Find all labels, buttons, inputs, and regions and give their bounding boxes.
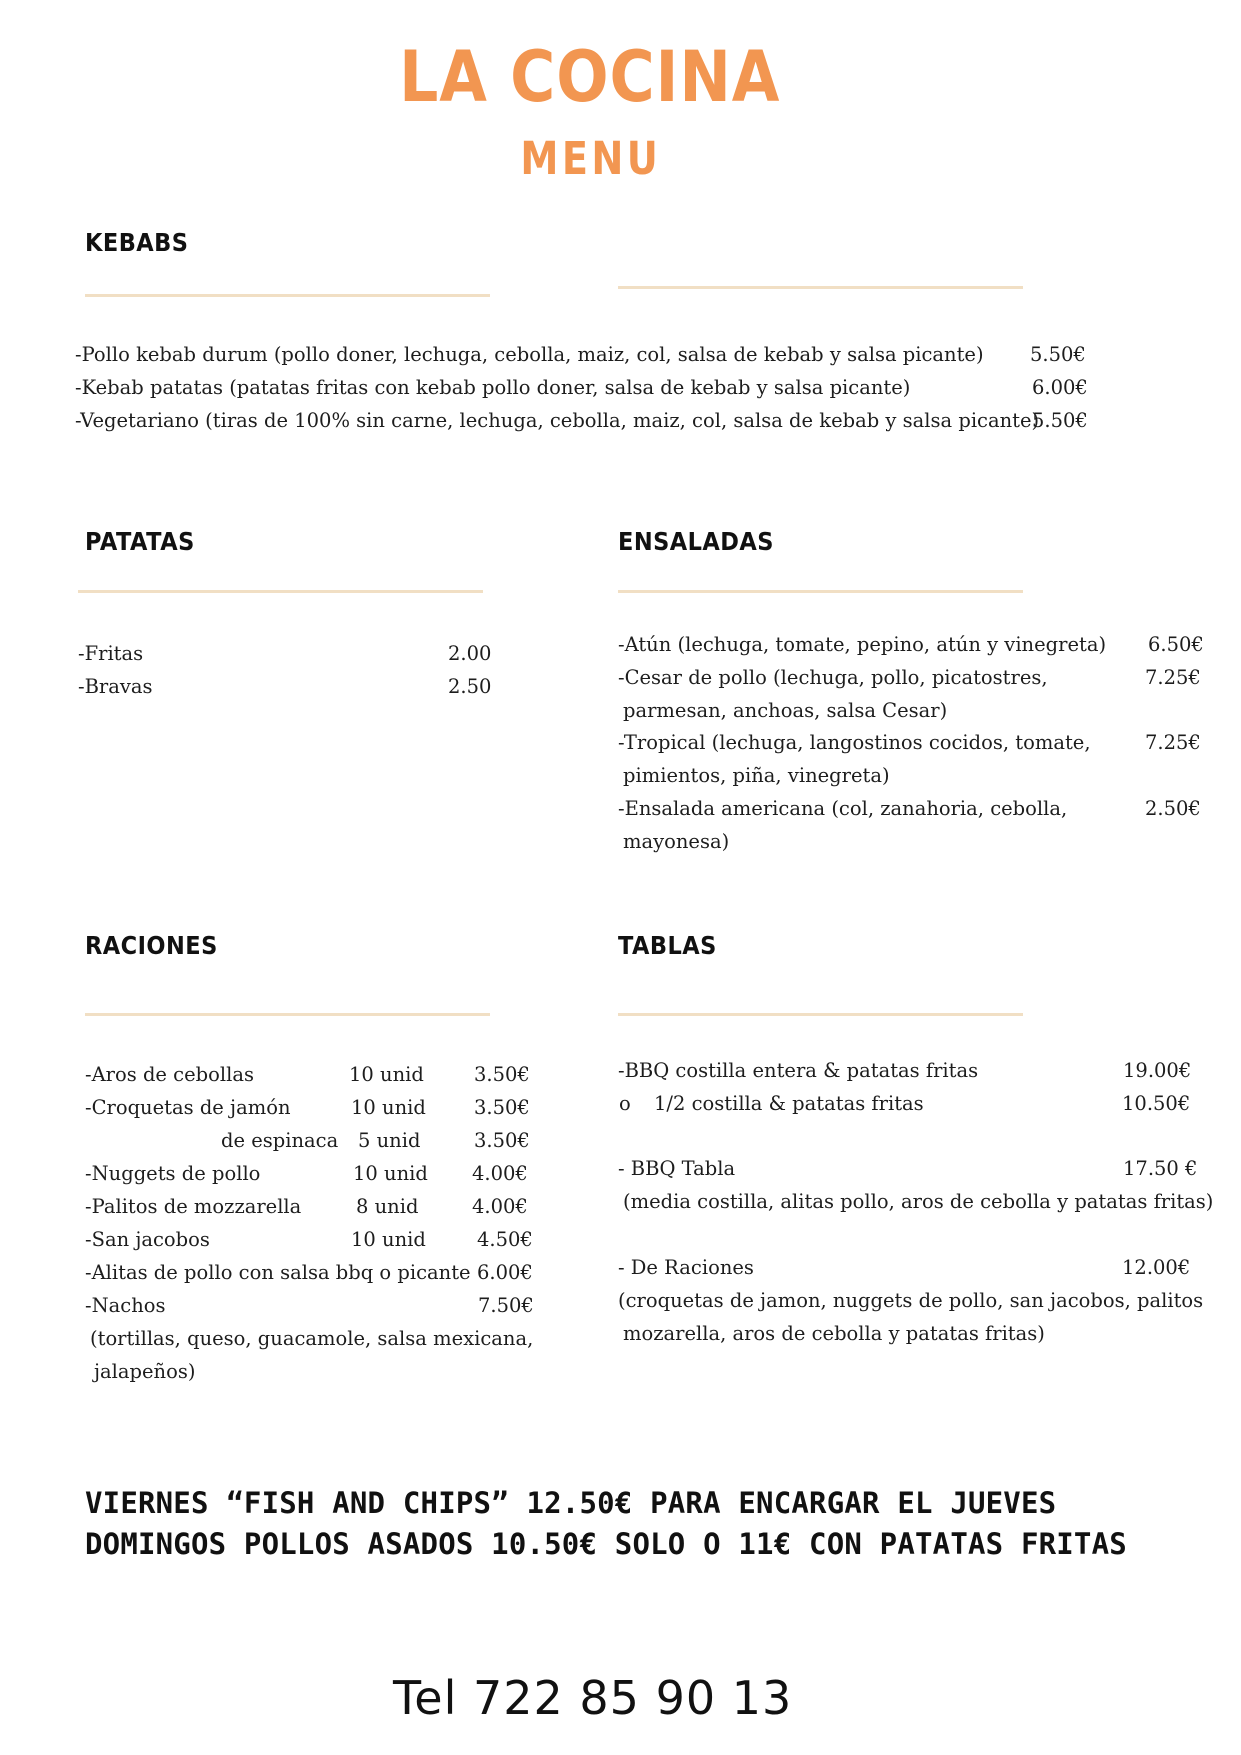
menu-item-name: -Croquetas de jamón bbox=[85, 1096, 291, 1119]
menu-item-price: 19.00€ bbox=[1123, 1059, 1192, 1082]
menu-item-description: (media costilla, alitas pollo, aros de cebolla y patatas fritas) bbox=[623, 1190, 1214, 1213]
menu-item-price: 6.50€ bbox=[1148, 633, 1204, 656]
menu-item-quantity: 10 unid bbox=[351, 1096, 426, 1119]
menu-item-name: -Fritas bbox=[78, 642, 144, 665]
menu-item-quantity: 10 unid bbox=[353, 1162, 428, 1185]
menu-item-price: 12.00€ bbox=[1122, 1256, 1191, 1279]
menu-item-quantity: 10 unid bbox=[349, 1063, 424, 1086]
menu-item-name: -Aros de cebollas bbox=[85, 1063, 254, 1086]
promo-friday: VIERNES “FISH AND CHIPS” 12.50€ PARA ENCARGAR EL JUEVES bbox=[85, 1486, 1057, 1520]
menu-item-name: -Nachos bbox=[85, 1294, 166, 1317]
divider-ensaladas bbox=[618, 590, 1023, 593]
menu-item-price: 3.50€ bbox=[474, 1129, 530, 1152]
menu-item-description: pimientos, piña, vinegreta) bbox=[623, 764, 890, 787]
menu-item-name: -Vegetariano (tiras de 100% sin carne, lechuga, cebolla, maiz, col, salsa de kebab y salsa picante) bbox=[75, 409, 1040, 432]
menu-item-price: 7.50€ bbox=[478, 1294, 534, 1317]
menu-item-description: (croquetas de jamon, nuggets de pollo, san jacobos, palitos bbox=[618, 1289, 1204, 1312]
menu-item-quantity: 8 unid bbox=[356, 1195, 419, 1218]
menu-item-price: 4.50€ bbox=[477, 1228, 533, 1251]
divider-tablas bbox=[618, 1013, 1023, 1016]
menu-item-name: -Nuggets de pollo bbox=[85, 1162, 261, 1185]
menu-item-price: 2.50€ bbox=[1145, 797, 1201, 820]
menu-item-price: 6.00€ bbox=[477, 1261, 533, 1284]
menu-item-name: -San jacobos bbox=[85, 1228, 210, 1251]
menu-item-price: 6.00€ bbox=[1032, 376, 1088, 399]
menu-item-name: 1/2 costilla & patatas fritas bbox=[654, 1092, 924, 1115]
menu-item-name: -Alitas de pollo con salsa bbq o picante bbox=[85, 1261, 471, 1284]
menu-item-name: - BBQ Tabla bbox=[618, 1157, 736, 1180]
section-heading-ensaladas: ENSALADAS bbox=[618, 527, 774, 556]
divider-patatas bbox=[78, 590, 483, 593]
menu-item-description: jalapeños) bbox=[94, 1360, 196, 1383]
menu-item-name: -Ensalada americana (col, zanahoria, cebolla, bbox=[618, 797, 1068, 820]
menu-item-description: parmesan, anchoas, salsa Cesar) bbox=[623, 699, 948, 722]
phone-number: Tel 722 85 90 13 bbox=[393, 1671, 793, 1725]
menu-item-price: 5.50€ bbox=[1032, 409, 1088, 432]
menu-item-name: - De Raciones bbox=[618, 1256, 754, 1279]
menu-item-price: 17.50 € bbox=[1123, 1157, 1198, 1180]
menu-item-name: de espinaca bbox=[221, 1129, 339, 1152]
menu-item-name: -Bravas bbox=[78, 675, 153, 698]
menu-item-name: -Cesar de pollo (lechuga, pollo, picatostres, bbox=[618, 666, 1048, 689]
menu-item-price: 5.50€ bbox=[1030, 343, 1086, 366]
menu-item-price: 3.50€ bbox=[474, 1063, 530, 1086]
menu-item-description: mayonesa) bbox=[623, 830, 730, 853]
menu-item-price: 2.00 bbox=[448, 642, 492, 665]
section-heading-patatas: PATATAS bbox=[85, 527, 195, 556]
menu-item-quantity: 5 unid bbox=[358, 1129, 421, 1152]
menu-item-name: -Tropical (lechuga, langostinos cocidos, tomate, bbox=[618, 731, 1091, 754]
menu-item-name: -Pollo kebab durum (pollo doner, lechuga, cebolla, maiz, col, salsa de kebab y salsa picante) bbox=[75, 343, 984, 366]
menu-item-name: -Palitos de mozzarella bbox=[85, 1195, 302, 1218]
menu-item-price: 7.25€ bbox=[1145, 731, 1201, 754]
menu-item-description: mozarella, aros de cebolla y patatas fritas) bbox=[623, 1322, 1045, 1345]
menu-item-price: 3.50€ bbox=[474, 1096, 530, 1119]
menu-item-price: 7.25€ bbox=[1145, 666, 1201, 689]
menu-subtitle: MENU bbox=[520, 132, 662, 185]
section-heading-kebabs: KEBABS bbox=[85, 228, 189, 257]
section-heading-tablas: TABLAS bbox=[618, 931, 717, 960]
bullet-marker: o bbox=[619, 1092, 631, 1115]
menu-item-price: 4.00€ bbox=[472, 1195, 528, 1218]
menu-item-price: 2.50 bbox=[448, 675, 492, 698]
divider-kebabs-right bbox=[618, 286, 1023, 289]
restaurant-title: LA COCINA bbox=[399, 36, 781, 118]
menu-item-name: -BBQ costilla entera & patatas fritas bbox=[618, 1059, 979, 1082]
menu-item-name: -Atún (lechuga, tomate, pepino, atún y vinegreta) bbox=[618, 633, 1107, 656]
menu-item-price: 4.00€ bbox=[472, 1162, 528, 1185]
divider-kebabs-left bbox=[85, 294, 490, 297]
menu-item-name: -Kebab patatas (patatas fritas con kebab pollo doner, salsa de kebab y salsa picante) bbox=[75, 376, 911, 399]
menu-item-price: 10.50€ bbox=[1122, 1092, 1191, 1115]
promo-sunday: DOMINGOS POLLOS ASADOS 10.50€ SOLO O 11€ CON PATATAS FRITAS bbox=[85, 1527, 1127, 1561]
menu-item-description: (tortillas, queso, guacamole, salsa mexicana, bbox=[90, 1327, 534, 1350]
menu-item-quantity: 10 unid bbox=[351, 1228, 426, 1251]
divider-raciones bbox=[85, 1013, 490, 1016]
section-heading-raciones: RACIONES bbox=[85, 931, 218, 960]
